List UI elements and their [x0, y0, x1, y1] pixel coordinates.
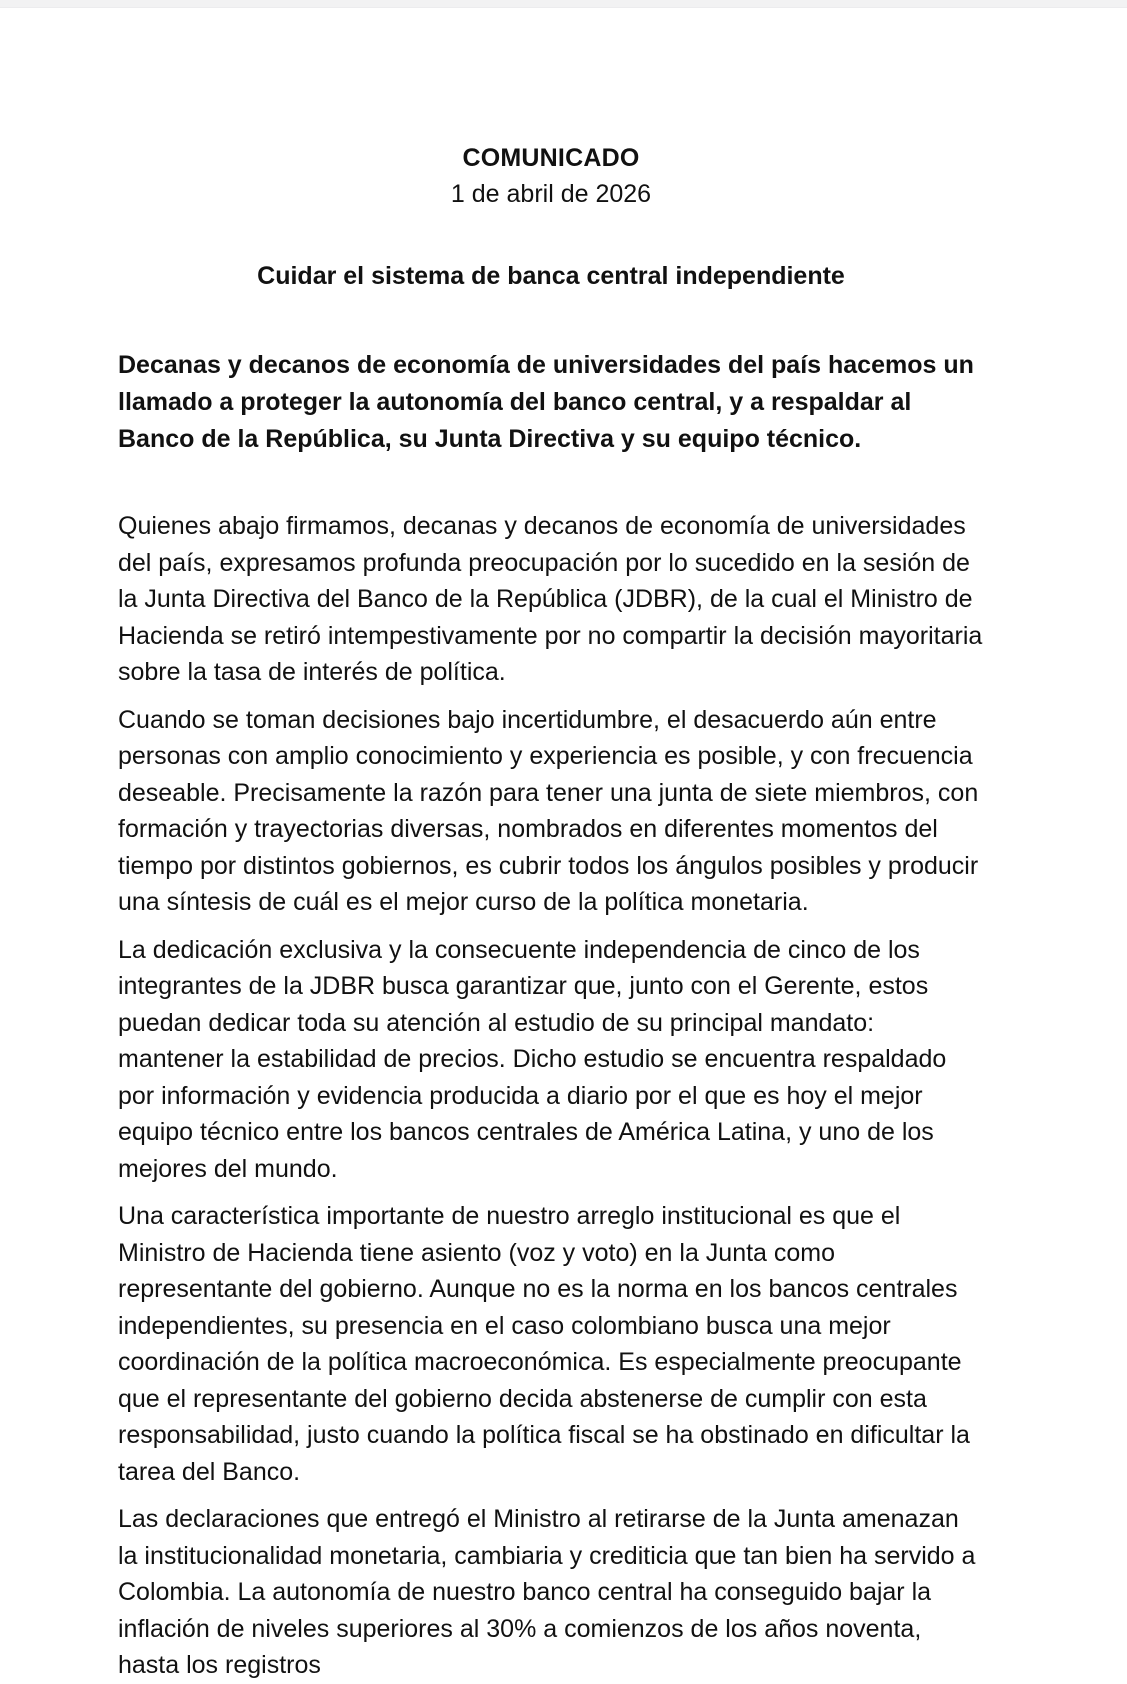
- document-header: [118, 8, 984, 211]
- document-paragraphs: [118, 458, 984, 1684]
- lead-paragraph: Decanas y decanos de economía de universidades del país hacemos un llamado a proteger la autonomía del banco central, y a respaldar al Banco de la República, su Junta Directiva y su equipo técnico.: [118, 351, 974, 453]
- paragraph: La dedicación exclusiva y la consecuente independencia de cinco de los integrantes de la JDBR busca garantizar que, junto con el Gerente, estos puedan dedicar toda su atención al estudio de su principal mandato: mantener la estabilidad de precios. Dicho estudio se encuentra respaldado por información y evidencia producida a diario por el que es hoy el mejor equipo técnico entre los bancos centrales de América Latina, y uno de los mejores del mundo.: [118, 935, 947, 1183]
- paragraph: Cuando se toman decisiones bajo incertidumbre, el desacuerdo aún entre personas con amplio conocimiento y experiencia es posible, y con frecuencia deseable. Precisamente la razón para tener una junta de siete miembros, con formación y trayectorias diversas, nombrados en diferentes momentos del tiempo por distintos gobiernos, es cubrir todos los ángulos posibles y producir una síntesis de cuál es el mejor curso de la política monetaria.: [118, 705, 979, 916]
- paragraph: Una característica importante de nuestro arreglo institucional es que el Ministro de Hacienda tiene asiento (voz y voto) en la Junta como representante del gobierno. Aunque no es la norma en los bancos centrales independientes, su presencia en el caso colombiano busca una mejor coordinación de la política macroeconómica. Es especialmente preocupante que el representante del gobierno decida abstenerse de cumplir con esta responsabilidad, justo cuando la política fiscal se ha obstinado en dificultar la tarea del Banco.: [118, 1202, 970, 1486]
- paragraph: Las declaraciones que entregó el Ministro al retirarse de la Junta amenazan la institucionalidad monetaria, cambiaria y crediticia que tan bien ha servido a Colombia. La autonomía de nuestro banco central ha conseguido bajar la inflación de niveles superiores al 30% a comienzos de los años noventa, hasta los registros: [118, 1505, 976, 1679]
- document-date: 1 de abril de 2026: [450, 180, 652, 208]
- document-page: [0, 8, 1127, 1679]
- document-body: [118, 8, 984, 1684]
- document-subtitle: Cuidar el sistema de banca central independiente: [257, 262, 845, 290]
- paragraph: Quienes abajo firmamos, decanas y decanos de economía de universidades del país, expresamos profunda preocupación por lo sucedido en la sesión de la Junta Directiva del Banco de la República (JDBR), de la cual el Ministro de Hacienda se retiró intempestivamente por no compartir la decisión mayoritaria sobre la tasa de interés de política.: [118, 512, 983, 686]
- browser-chrome-strip: [0, 0, 1127, 8]
- page-title: COMUNICADO: [462, 144, 640, 172]
